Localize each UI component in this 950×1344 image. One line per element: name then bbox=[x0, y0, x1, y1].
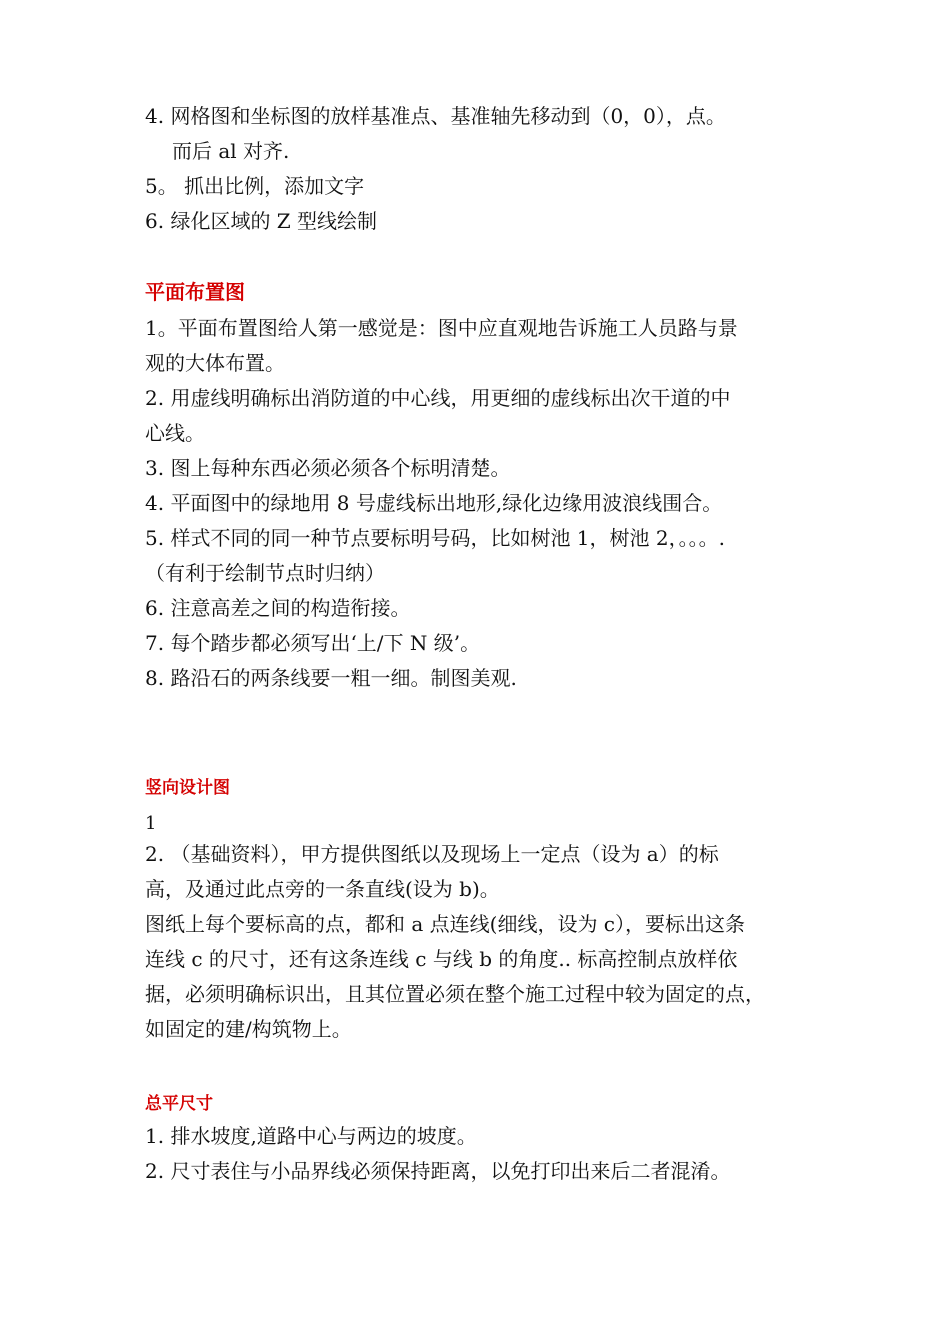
vertical-design-line: 据，必须明确标识出，且其位置必须在整个施工过程中较为固定的点， bbox=[145, 982, 765, 1006]
intro-item-4-line-1: 4. 网格图和坐标图的放样基准点、基准轴先移动到（0，0），点。 bbox=[145, 104, 726, 128]
layout-plan-line: 3. 图上每种东西必须必须各个标明清楚。 bbox=[145, 456, 511, 480]
section-heading-vertical-design: 竖向设计图 bbox=[145, 778, 230, 798]
vertical-design-line: 图纸上每个要标高的点，都和 a 点连线(细线，设为 c），要标出这条 bbox=[145, 912, 745, 936]
layout-plan-line: 5. 样式不同的同一种节点要标明号码，比如树池 1，树池 2，。。。. bbox=[145, 526, 725, 550]
layout-plan-line: 1。平面布置图给人第一感觉是：图中应直观地告诉施工人员路与景 bbox=[145, 316, 738, 340]
vertical-design-line: 1 bbox=[145, 813, 157, 834]
layout-plan-line: 4. 平面图中的绿地用 8 号虚线标出地形,绿化边缘用波浪线围合。 bbox=[145, 491, 723, 515]
layout-plan-line: 8. 路沿石的两条线要一粗一细。制图美观. bbox=[145, 666, 517, 690]
layout-plan-line: 7. 每个踏步都必须写出‘上/下 N 级’。 bbox=[145, 631, 481, 655]
vertical-design-line: 连线 c 的尺寸，还有这条连线 c 与线 b 的角度.. 标高控制点放样依 bbox=[145, 947, 738, 971]
vertical-design-line: 如固定的建/构筑物上。 bbox=[145, 1017, 352, 1041]
general-dimensions-line: 2. 尺寸表住与小品界线必须保持距离，以免打印出来后二者混淆。 bbox=[145, 1159, 731, 1183]
layout-plan-line: 2. 用虚线明确标出消防道的中心线，用更细的虚线标出次干道的中 bbox=[145, 386, 731, 410]
vertical-design-line: 高，及通过此点旁的一条直线(设为 b)。 bbox=[145, 877, 500, 901]
layout-plan-line: 6. 注意高差之间的构造衔接。 bbox=[145, 596, 411, 620]
section-heading-general-dimensions: 总平尺寸 bbox=[145, 1094, 213, 1114]
vertical-design-line: 2. （基础资料），甲方提供图纸以及现场上一定点（设为 a）的标 bbox=[145, 842, 719, 866]
layout-plan-line: 观的大体布置。 bbox=[145, 351, 285, 375]
layout-plan-line: （有利于绘制节点时归纳） bbox=[145, 561, 385, 585]
layout-plan-line: 心线。 bbox=[145, 421, 205, 445]
section-heading-layout-plan: 平面布置图 bbox=[145, 280, 245, 304]
intro-item-4-line-2: 而后 al 对齐. bbox=[172, 139, 290, 163]
intro-item-6: 6. 绿化区域的 Z 型线绘制 bbox=[145, 209, 378, 233]
general-dimensions-line: 1. 排水坡度,道路中心与两边的坡度。 bbox=[145, 1124, 477, 1148]
intro-item-5: 5。 抓出比例，添加文字 bbox=[145, 174, 365, 198]
